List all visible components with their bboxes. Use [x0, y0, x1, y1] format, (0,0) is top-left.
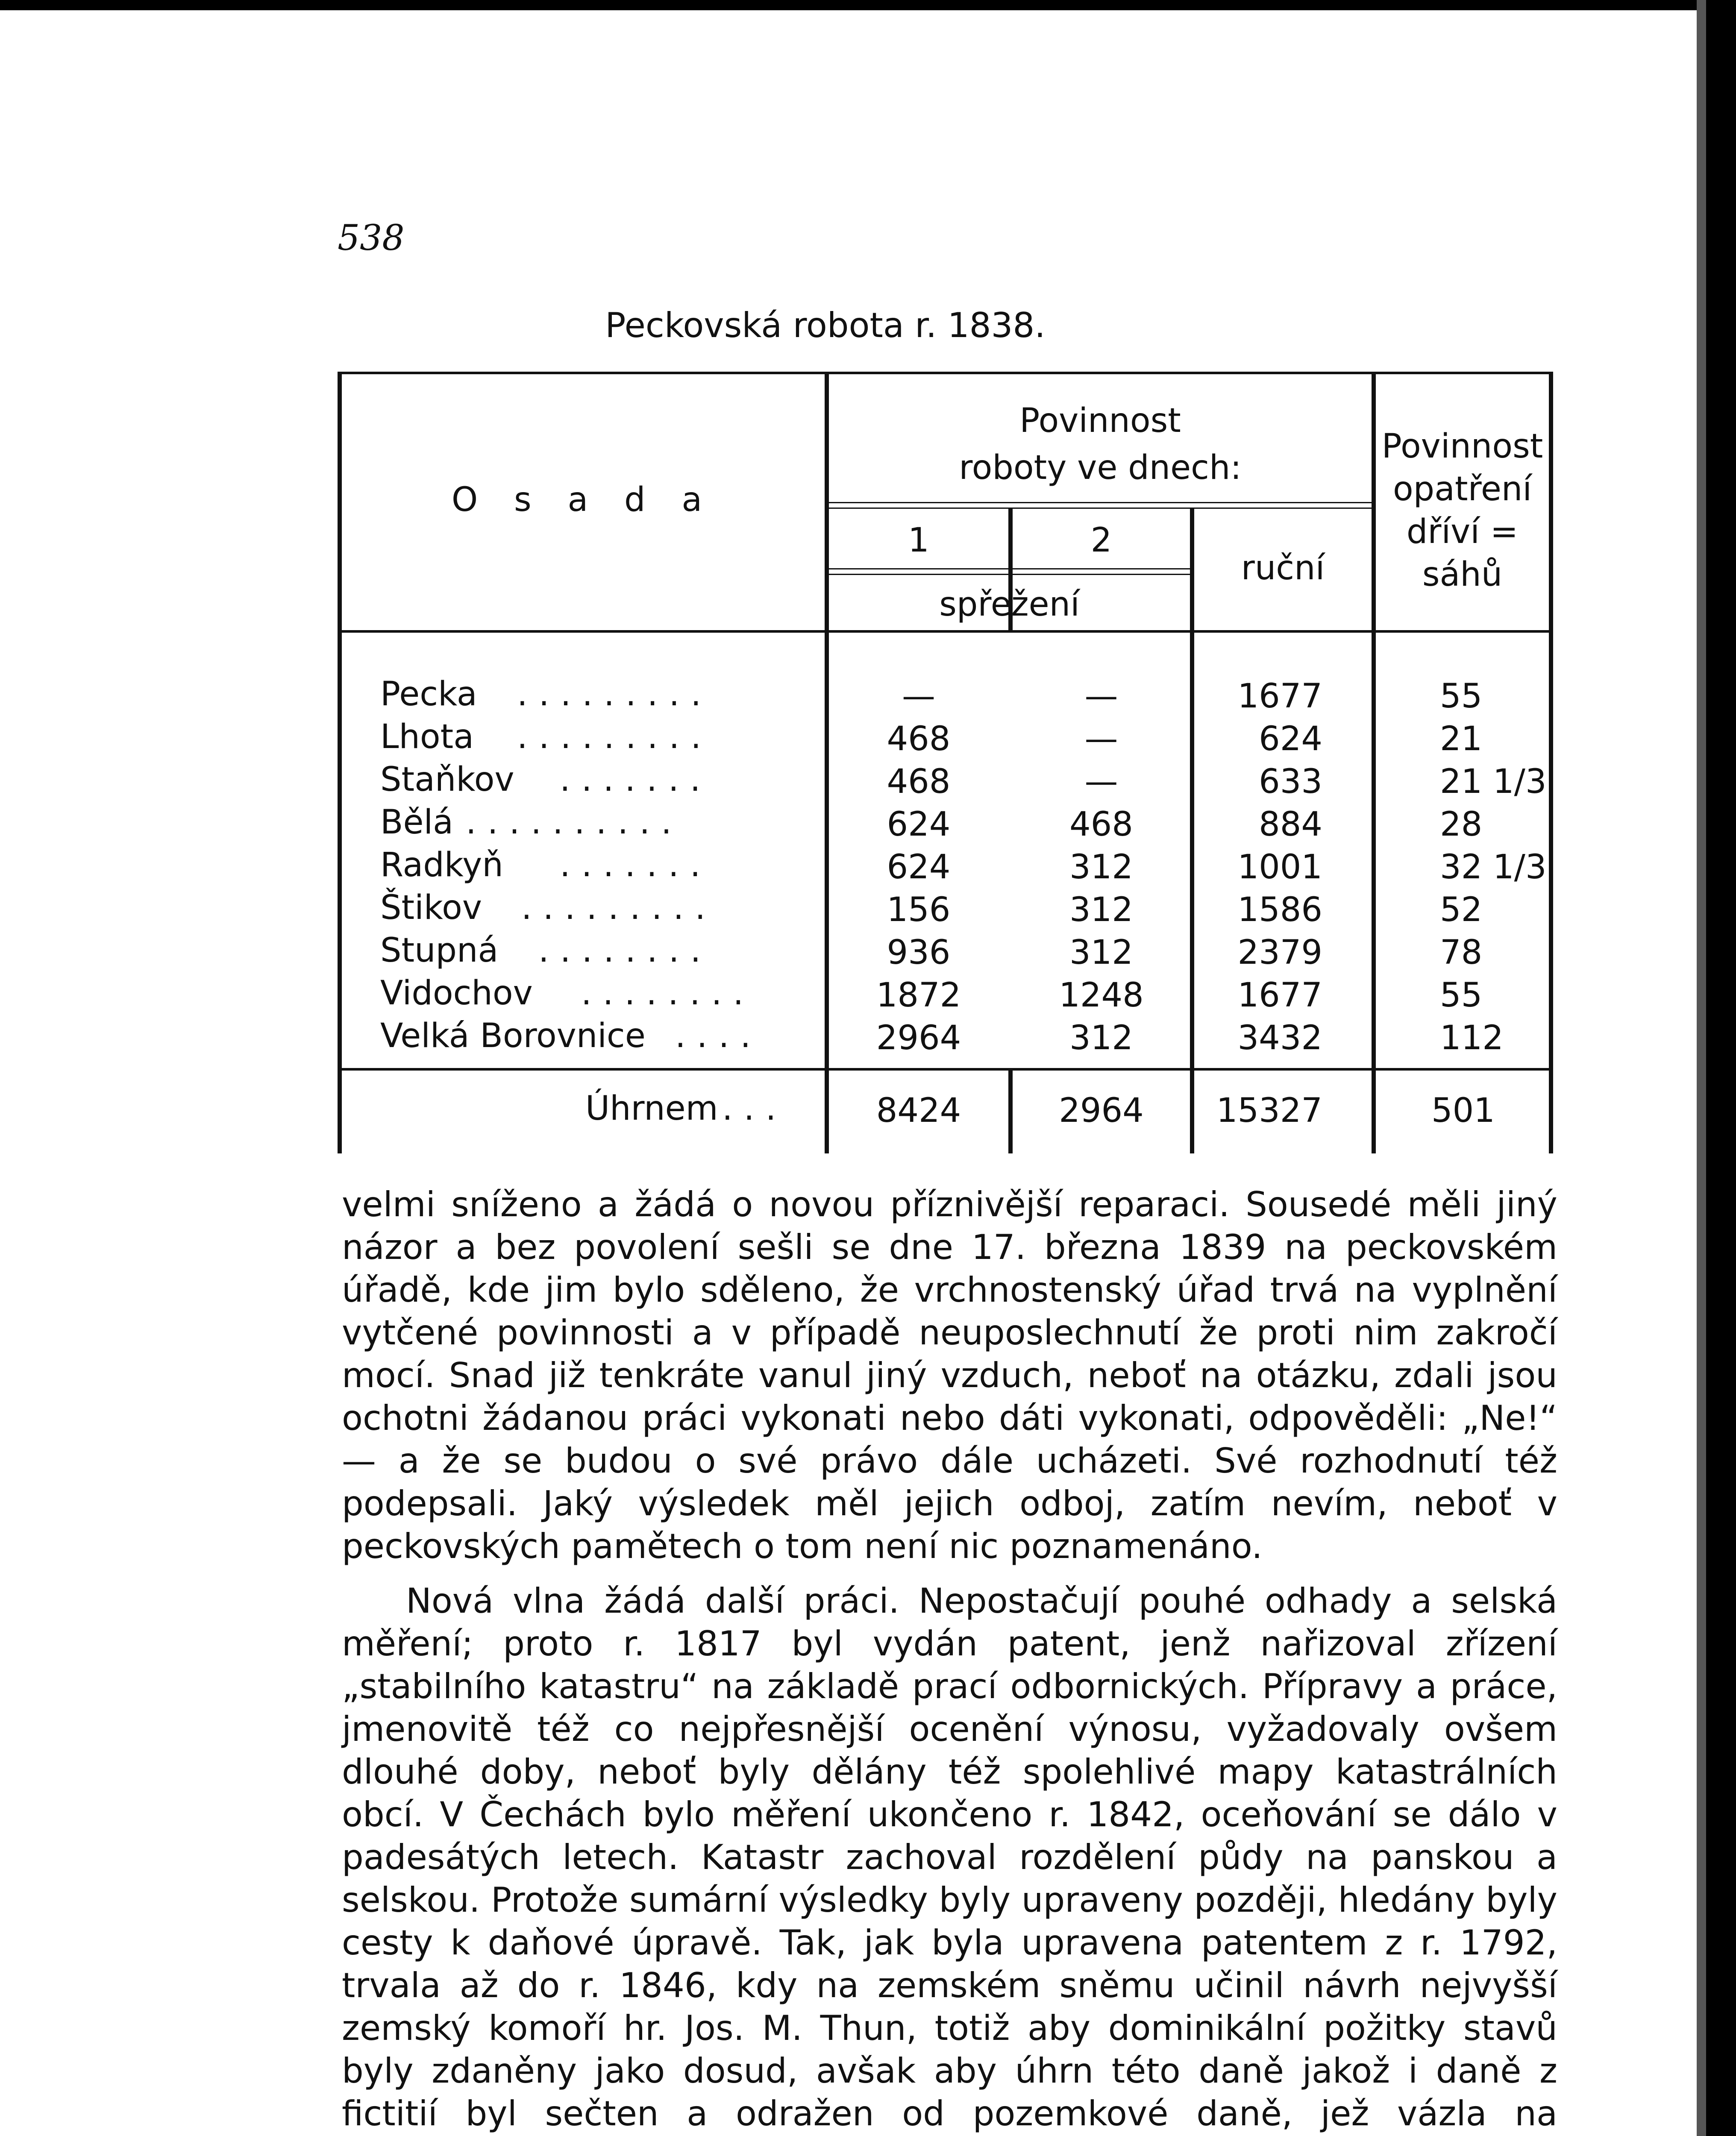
- col-divider-drivi: [1372, 372, 1376, 1153]
- header-drivi-line2: opatření: [1392, 470, 1532, 508]
- col-divider-1-2-total: [1008, 1070, 1013, 1153]
- row-osada: Staňkov: [380, 760, 514, 799]
- robota-table: O s a d a Povinnost roboty ve dnech: 1 2 spřežení ruční Povinnost opatření dříví = sáhů Pecka ......... — — 1677 55 Lhota ......... 468 — 624 21 Staňkov ....... 468 — 633 21 1/3 Bělá .......... 624 468 884 28 Radkyň ....... 624 312 1001 32 1/3 Štikov ......... 156 312 1586 52 Stupná ........ 936 312 2379 78 Vidochov ........ 1872 1248 1677 55 Velká Borovnice .... 2964 312 3432 112 Úhrnem ... 8424 2964 15327 501: [338, 372, 1553, 1153]
- row-osada: Lhota: [380, 718, 474, 756]
- row-rucni: 633: [1259, 763, 1322, 801]
- col-divider-rucni: [1190, 508, 1194, 1153]
- row-osada: Stupná: [380, 931, 499, 970]
- row-col2: —: [1084, 763, 1118, 801]
- row-col1: 1872: [876, 976, 961, 1015]
- row-col1: 624: [887, 805, 951, 844]
- col-divider-osada: [825, 372, 829, 1153]
- row-rucni: 624: [1259, 720, 1322, 758]
- header-sprezeni: spřežení: [939, 585, 1080, 624]
- table-right-rule: [1549, 372, 1553, 1153]
- header-col-1: 1: [908, 521, 929, 560]
- row-col1: 936: [887, 933, 951, 972]
- row-rucni: 3432: [1237, 1019, 1322, 1057]
- row-osada: Bělá: [380, 803, 453, 842]
- row-col1: 468: [887, 763, 951, 801]
- row-osada: Pecka: [380, 675, 477, 713]
- row-col1: 156: [887, 891, 951, 929]
- row-col2: 312: [1069, 848, 1133, 886]
- row-col1: 2964: [876, 1019, 961, 1057]
- row-drivi: 55: [1440, 976, 1483, 1015]
- row-drivi: 21: [1440, 720, 1483, 758]
- header-drivi-line3: dříví =: [1406, 513, 1519, 551]
- row-rucni: 2379: [1237, 933, 1322, 972]
- row-drivi: 78: [1440, 933, 1483, 972]
- row-col2: 1248: [1059, 976, 1144, 1015]
- row-drivi: 112: [1440, 1019, 1504, 1057]
- total-col1: 8424: [876, 1091, 961, 1130]
- header-povinnost: Povinnost: [1019, 402, 1181, 440]
- header-drivi-line1: Povinnost: [1381, 427, 1543, 466]
- paragraph-1: velmi sníženo a žádá o novou příznivější reparaci. Sousedé měli jiný názor a bez povolení sešli se dne 17. března 1839 na peckovském úřadě, kde jim bylo sděleno, že vrchnostenský úřad trvá na vyplnění vytčené povinnosti a v případě neuposlechnutí že proti nim zakročí mocí. Snad již tenkráte vanul jiný vzduch, neboť na otázku, zdali jsou ochotni žádanou práci vykonati nebo dáti vykonati, odpověděli: „Ne!“ — a že se budou o své právo dále ucházeti. Své rozhodnutí též podepsali. Jaký výsledek měl jejich odboj, zatím nevím, neboť v peckovských pamětech o tom není nic poznamenáno.: [342, 1185, 1557, 1566]
- row-col1: —: [902, 677, 935, 716]
- header-col-2: 2: [1090, 521, 1112, 560]
- row-rucni: 1586: [1237, 891, 1322, 929]
- row-drivi: 55: [1440, 677, 1483, 716]
- header-bottom-rule: [338, 630, 1553, 633]
- row-rucni: 1677: [1237, 677, 1322, 716]
- table-left-rule: [338, 372, 342, 1153]
- header-osada: O s a d a: [451, 481, 715, 519]
- sprezeni-rule-1: [829, 568, 1190, 569]
- row-col2: 312: [1069, 1019, 1133, 1057]
- page-number: 538: [338, 218, 405, 258]
- head-rule-2: [829, 508, 1372, 509]
- row-osada: Radkyň: [380, 846, 503, 884]
- row-rucni: 1001: [1237, 848, 1322, 886]
- scan-edge-top: [0, 0, 1736, 10]
- row-col2: 468: [1069, 805, 1133, 844]
- row-col1: 468: [887, 720, 951, 758]
- row-col2: —: [1084, 720, 1118, 758]
- row-osada: Štikov: [380, 889, 482, 927]
- total-rucni: 15327: [1216, 1091, 1322, 1130]
- row-col2: —: [1084, 677, 1118, 716]
- row-rucni: 1677: [1237, 976, 1322, 1015]
- header-roboty-ve-dnech: roboty ve dnech:: [959, 449, 1242, 487]
- total-col2: 2964: [1059, 1091, 1144, 1130]
- row-rucni: 884: [1259, 805, 1322, 844]
- row-osada: Velká Borovnice: [380, 1017, 646, 1055]
- sprezeni-rule-2: [829, 574, 1190, 575]
- table-title: Peckovská robota r. 1838.: [605, 305, 1046, 345]
- row-drivi: 28: [1440, 805, 1483, 844]
- body-text: [342, 1183, 1557, 2136]
- total-label: Úhrnem: [585, 1089, 718, 1128]
- row-drivi: 21 1/3: [1440, 763, 1547, 801]
- table-top-rule: [338, 372, 1553, 374]
- row-col2: 312: [1069, 933, 1133, 972]
- head-rule-1: [829, 502, 1372, 503]
- row-drivi: 32 1/3: [1440, 848, 1547, 886]
- total-drivi: 501: [1431, 1091, 1495, 1130]
- row-col2: 312: [1069, 891, 1133, 929]
- row-osada: Vidochov: [380, 974, 533, 1012]
- total-top-rule: [338, 1068, 1553, 1071]
- row-col1: 624: [887, 848, 951, 886]
- paragraph-2: Nová vlna žádá další práci. Nepostačují pouhé odhady a selská měření; proto r. 1817 byl vydán patent, jenž nařizoval zřízení „stabilního katastru“ na základě prací odbornických. Přípravy a práce, jmenovitě též co nejpřesnější ocenění výnosu, vyžadovaly ovšem dlouhé doby, neboť byly dělány též spolehlivé mapy katastrálních obcí. V Čechách bylo měření ukončeno r. 1842, oceňování se dálo v padesátých letech. Katastr zachoval rozdělení půdy na panskou a selskou. Protože sumární výsledky byly upraveny později, hledány byly cesty k daňové úpravě. Tak, jak byla upravena patentem z r. 1792, trvala až do r. 1846, kdy na zemském sněmu učinil návrh nejvyšší zemský komoří hr. Jos. M. Thun, totiž aby dominikální požitky stavů byly zdaněny jako dosud, avšak aby úhrn této daně jakož i daně z fictitií byl sečten a odražen od pozemkové daně, jež vázla na: [342, 1581, 1557, 2133]
- header-drivi-line4: sáhů: [1422, 555, 1503, 594]
- header-rucni: ruční: [1241, 549, 1325, 587]
- row-drivi: 52: [1440, 891, 1483, 929]
